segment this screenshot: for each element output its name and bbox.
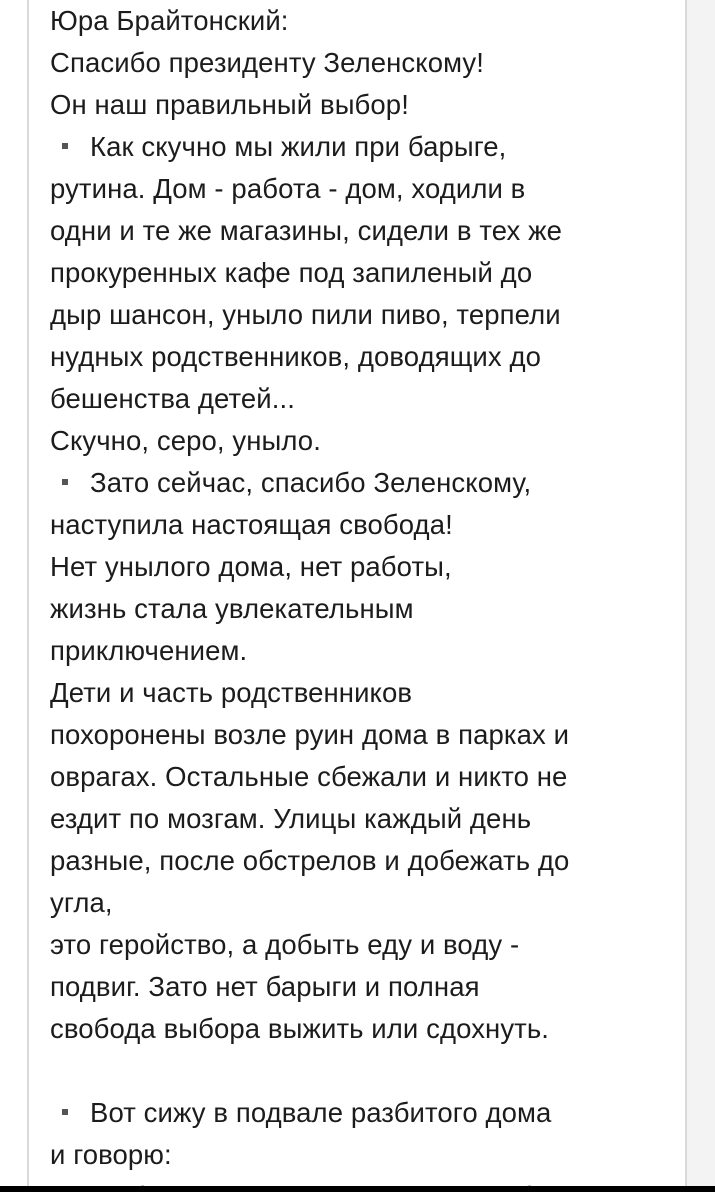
- post-text-line: [50, 588, 682, 630]
- line-text: Вот сижу в подвале разбитого дома: [90, 1097, 552, 1128]
- line-text: свобода выбора выжить или сдохнуть.: [50, 1013, 550, 1044]
- post-text-line: [50, 672, 682, 714]
- scroll-gutter[interactable]: [687, 0, 715, 1200]
- post-text-line: [50, 168, 682, 210]
- bullet-paragraph-line: [50, 462, 682, 504]
- post-text-line: [50, 714, 682, 756]
- line-text: подвиг. Зато нет барыги и полная: [50, 971, 480, 1002]
- line-text: угла,: [50, 887, 113, 918]
- line-text: похоронены возле руин дома в парках и: [50, 719, 570, 750]
- bullet-paragraph-line: [50, 1092, 682, 1134]
- line-text: дыр шансон, уныло пили пиво, терпели: [50, 299, 561, 330]
- line-text: Как скучно мы жили при барыге,: [90, 131, 507, 162]
- line-text: прокуренных кафе под запиленый до: [50, 257, 533, 288]
- post-text-line: [50, 84, 682, 126]
- post-text-line: [50, 1134, 682, 1176]
- line-text: оврагах. Остальные сбежали и никто не: [50, 761, 568, 792]
- post-text-line: [50, 420, 682, 462]
- post-text-line: [50, 546, 682, 588]
- line-text: жизнь стала увлекательным: [50, 593, 414, 624]
- line-text: наступила настоящая свобода!: [50, 509, 453, 540]
- bullet-paragraph-line: [50, 126, 682, 168]
- post-text-line: [50, 840, 682, 882]
- post-text-line: [50, 924, 682, 966]
- line-text: Он наш правильный выбор!: [50, 89, 409, 120]
- line-text: нудных родственников, доводящих до: [50, 341, 542, 372]
- post-text-line: [50, 0, 682, 42]
- post-text-line: [50, 504, 682, 546]
- line-text: разные, после обстрелов и добежать до: [50, 845, 570, 876]
- post-text-line: [50, 1050, 682, 1092]
- bullet-icon: [62, 143, 68, 149]
- post-text-line: [50, 294, 682, 336]
- line-text: одни и те же магазины, сидели в тех же: [50, 215, 562, 246]
- bullet-icon: [62, 479, 68, 485]
- line-text: бешенства детей...: [50, 383, 295, 414]
- line-text: это геройство, а добыть еду и воду -: [50, 929, 520, 960]
- post-body: [50, 0, 682, 1200]
- line-text: приключением.: [50, 635, 248, 666]
- line-text: Скучно, серо, уныло.: [50, 425, 321, 456]
- line-text: Нет унылого дома, нет работы,: [50, 551, 452, 582]
- line-text: Спасибо президенту Зеленскому!: [50, 47, 485, 78]
- bullet-icon: [62, 1109, 68, 1115]
- line-text: и говорю:: [50, 1139, 172, 1170]
- post-text-line: [50, 210, 682, 252]
- post-text-line: [50, 756, 682, 798]
- line-text: Зато сейчас, спасибо Зеленскому,: [90, 467, 532, 498]
- post-text-line: [50, 42, 682, 84]
- post-text-line: [50, 336, 682, 378]
- line-text: Юра Брайтонский:: [50, 5, 289, 36]
- line-text: ездит по мозгам. Улицы каждый день: [50, 803, 532, 834]
- bottom-edge-bar: [0, 1186, 715, 1200]
- post-text-line: [50, 252, 682, 294]
- post-text-line: [50, 378, 682, 420]
- post-text-line: [50, 798, 682, 840]
- post-text-line: [50, 882, 682, 924]
- post-text-line: [50, 966, 682, 1008]
- left-divider: [27, 0, 29, 1200]
- post-text-line: [50, 630, 682, 672]
- line-text: Дети и часть родственников: [50, 677, 413, 708]
- line-text: рутина. Дом - работа - дом, ходили в: [50, 173, 526, 204]
- post-text-line: [50, 1008, 682, 1050]
